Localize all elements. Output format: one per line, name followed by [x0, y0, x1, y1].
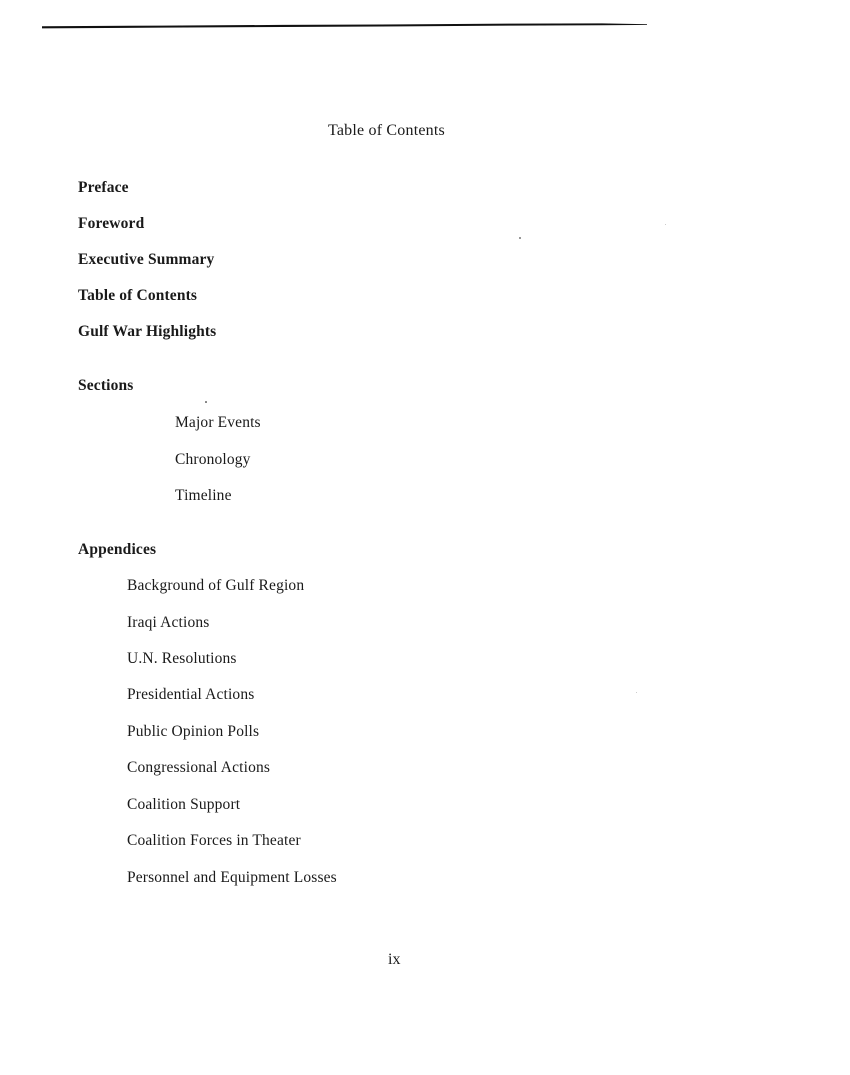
appendix-item-iraqi-actions: Iraqi Actions	[127, 614, 210, 631]
scan-speck	[519, 237, 521, 239]
top-rule-line	[42, 20, 647, 30]
appendix-item-coalition-forces: Coalition Forces in Theater	[127, 832, 301, 849]
toc-entry-gulf-war-highlights: Gulf War Highlights	[78, 323, 217, 340]
section-item-major-events: Major Events	[175, 414, 261, 431]
toc-entry-table-of-contents: Table of Contents	[78, 287, 198, 304]
appendix-item-personnel-losses: Personnel and Equipment Losses	[127, 869, 337, 886]
appendix-item-coalition-support: Coalition Support	[127, 796, 241, 813]
section-item-timeline: Timeline	[175, 487, 232, 504]
toc-entry-executive-summary: Executive Summary	[78, 251, 215, 268]
appendix-item-congressional-actions: Congressional Actions	[127, 759, 271, 776]
page-title: Table of Contents	[328, 122, 445, 139]
appendix-item-presidential-actions: Presidential Actions	[127, 686, 255, 703]
toc-entry-foreword: Foreword	[78, 215, 145, 232]
appendix-item-background: Background of Gulf Region	[127, 577, 305, 594]
appendix-item-public-opinion-polls: Public Opinion Polls	[127, 723, 260, 740]
toc-entry-preface: Preface	[78, 179, 129, 196]
page-number: ix	[388, 951, 401, 968]
appendix-item-un-resolutions: U.N. Resolutions	[127, 650, 237, 667]
section-item-chronology: Chronology	[175, 451, 251, 468]
scan-speck	[205, 401, 207, 403]
sections-heading: Sections	[78, 377, 134, 394]
scan-speck	[636, 692, 637, 693]
scan-speck	[665, 224, 666, 225]
appendices-heading: Appendices	[78, 541, 157, 558]
